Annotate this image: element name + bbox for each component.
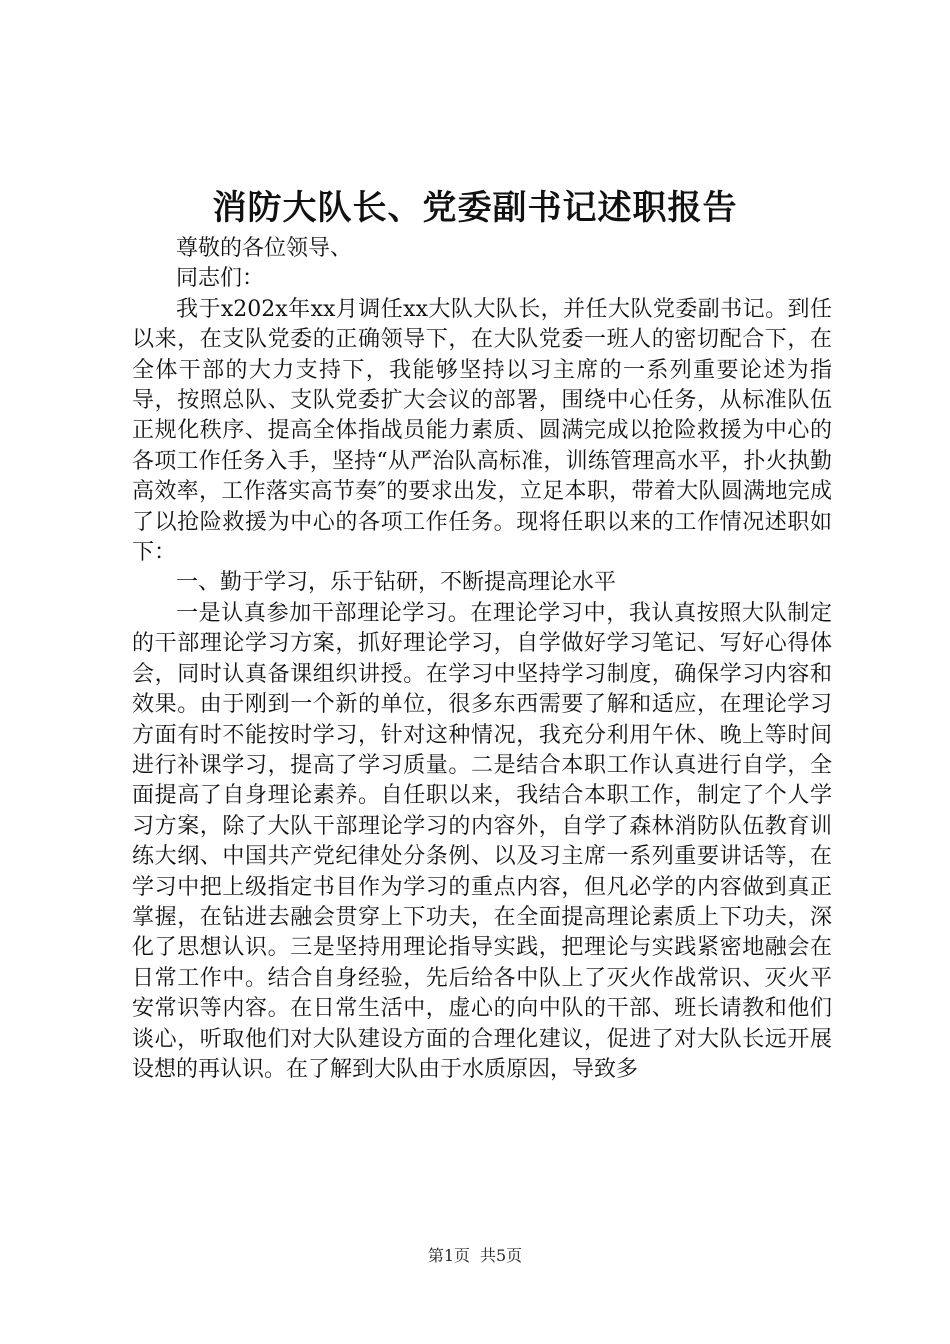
salutation-line: 尊敬的各位领导、 xyxy=(176,236,353,261)
body-paragraph: 一是认真参加干部理论学习。在理论学习中，我认真按照大队制定的干部理论学习方案，抓好理论学习，自学做好学习笔记、写好心得体会，同时认真备课组织讲授。在学习中坚持学习制度，确保学习内容和效果。由于刚到一个新的单位，很多东西需要了解和适应，在理论学习方面有时不能按时学习，针对这种情况，我充分利用午休、晚上等时间进行补课学习，提高了学习质量。二是结合本职工作认真进行自学，全面提高了自身理论素养。自任职以来，我结合本职工作，制定了个人学习方案，除了大队干部理论学习的内容外，自学了森林消防队伍教育训练大纲、中国共产党纪律处分条例、以及习主席一系列重要讲话等，在学习中把上级指定书目作为学习的重点内容，但凡必学的内容做到真正掌握，在钻进去融会贯穿上下功夫，在全面提高理论素质上下功夫，深化了思想认识。三是坚持用理论指导实践，把理论与实践紧密地融会在日常工作中。结合自身经验，先后给各中队上了灭火作战常识、灭火平安常识等内容。在日常生活中，虚心的向中队的干部、班长请教和他们谈心，听取他们对大队建设方面的合理化建议，促进了对大队长远开展设想的再认识。在了解到大队由于水质原因，导致多 xyxy=(132,600,832,1082)
intro-paragraph: 我于x202x年xx月调任xx大队大队长，并任大队党委副书记。到任以来，在支队党委的正确领导下，在大队党委一班人的密切配合下，在全体干部的大力支持下，我能够坚持以习主席的一系列重要论述为指导，按照总队、支队党委扩大会议的部署，围绕中心任务，从标准队伍正规化秩序、提高全体指战员能力素质、圆满完成以抢险救援为中心的各项工作任务入手，坚持“从严治队高标准，训练管理高水平，扑火执勤高效率，工作落实高节奏″的要求出发，立足本职，带着大队圆满地完成了以抢险救援为中心的各项工作任务。现将任职以来的工作情况述职如下： xyxy=(132,296,832,566)
salutation-line: 同志们： xyxy=(176,266,265,292)
document-title: 消防大队长、党委副书记述职报告 xyxy=(212,188,738,228)
page-number: 第1页 xyxy=(427,1246,470,1265)
page-total: 共5页 xyxy=(480,1246,523,1265)
document-body xyxy=(132,234,832,1085)
section-heading: 一、勤于学习，乐于钻研，不断提高理论水平 xyxy=(176,570,617,596)
page-footer xyxy=(0,1244,950,1268)
